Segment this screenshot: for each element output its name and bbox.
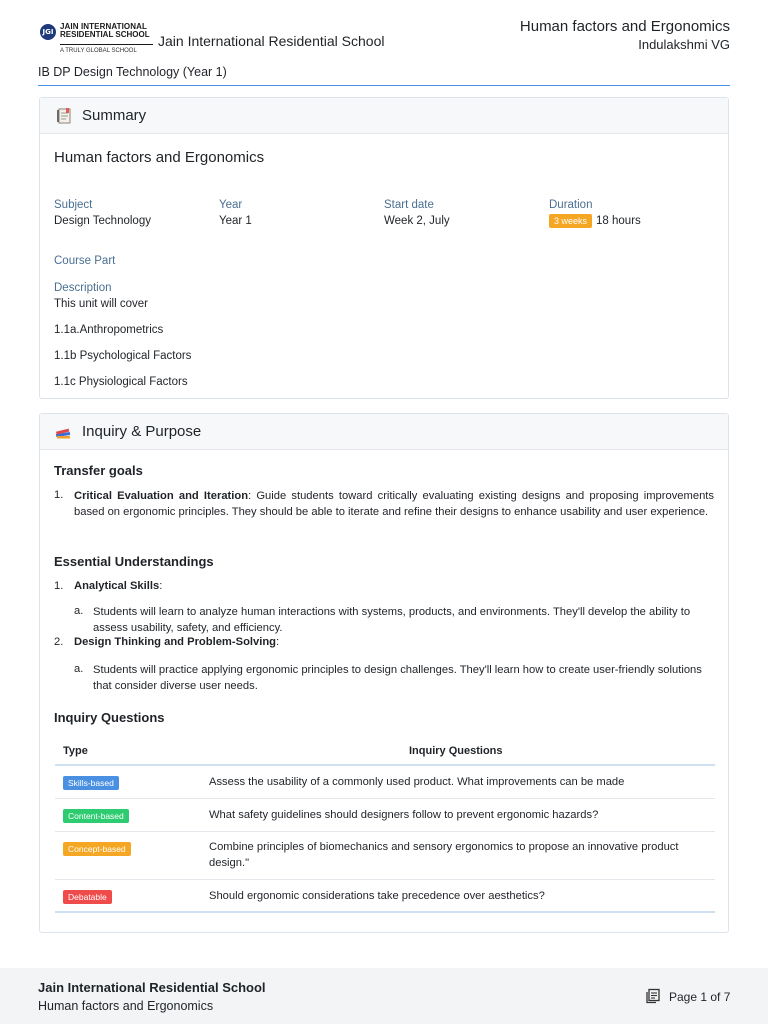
type-tag-content: Content-based bbox=[63, 809, 129, 823]
inquiry-card bbox=[39, 413, 729, 933]
summary-card bbox=[39, 97, 729, 399]
inquiry-heading: Inquiry & Purpose bbox=[82, 423, 202, 440]
page-indicator: Page 1 of 7 bbox=[669, 990, 731, 1004]
understanding-sub-number: a. bbox=[74, 663, 84, 675]
subject-label: Subject bbox=[54, 199, 93, 211]
description-line: 1.1a.Anthropometrics bbox=[54, 324, 164, 336]
understanding-suffix: : bbox=[159, 580, 163, 592]
transfer-goals-heading: Transfer goals bbox=[54, 463, 143, 478]
logo-divider bbox=[60, 44, 153, 45]
description-line: 1.1c Physiological Factors bbox=[54, 376, 188, 388]
understanding-title: Analytical Skills bbox=[74, 580, 160, 592]
summary-heading: Summary bbox=[82, 107, 147, 124]
duration-weeks-badge: 3 weeks bbox=[549, 214, 592, 228]
type-tag-skills: Skills-based bbox=[63, 776, 119, 790]
start-date-label: Start date bbox=[384, 199, 434, 211]
transfer-goal-number: 1. bbox=[54, 489, 64, 501]
logo-line1: JAIN INTERNATIONAL bbox=[60, 22, 147, 31]
document-title: Human factors and Ergonomics bbox=[519, 18, 730, 35]
question-cell: Combine principles of biomechanics and sensory ergonomics to propose an innovative product design." bbox=[209, 841, 679, 869]
start-date-value: Week 2, July bbox=[384, 215, 450, 227]
understanding-title-line bbox=[74, 580, 162, 592]
page-header bbox=[38, 18, 730, 70]
pages-icon bbox=[645, 988, 661, 1004]
course-name: IB DP Design Technology (Year 1) bbox=[38, 65, 227, 79]
understanding-sub-text: Students will learn to analyze human interactions with systems, products, and environments. They'll develop the ability to assess usability, safety, and efficiency. bbox=[93, 606, 691, 634]
table-row bbox=[55, 880, 715, 913]
duration-label: Duration bbox=[549, 199, 593, 211]
understanding-title: Design Thinking and Problem-Solving bbox=[74, 636, 277, 648]
year-value: Year 1 bbox=[219, 215, 252, 227]
understanding-suffix: : bbox=[276, 636, 280, 648]
school-logo bbox=[38, 20, 158, 60]
author-name: Indulakshmi VG bbox=[638, 37, 730, 52]
questions-heading: Inquiry Questions bbox=[54, 710, 165, 725]
header-divider bbox=[38, 85, 730, 86]
transfer-goal-item bbox=[74, 488, 714, 520]
understandings-heading: Essential Understandings bbox=[54, 554, 214, 569]
transfer-goal-text: : Guide students toward critically evaluating existing designs and proposing improvements based on ergonomic principles. They should be able to iterate and refine their designs to enhance usability and user experience. bbox=[74, 490, 714, 518]
course-part-label: Course Part bbox=[54, 255, 116, 267]
description-line: 1.1b Psychological Factors bbox=[54, 350, 192, 362]
understanding-title-line bbox=[74, 636, 279, 648]
inquiry-questions-table bbox=[55, 736, 715, 913]
transfer-goal-title: Critical Evaluation and Iteration bbox=[74, 490, 249, 502]
question-cell: Assess the usability of a commonly used product. What improvements can be made bbox=[209, 776, 625, 788]
footer-school-name: Jain International Residential School bbox=[38, 980, 266, 995]
question-cell: Should ergonomic considerations take precedence over aesthetics? bbox=[209, 890, 545, 902]
inquiry-card-header bbox=[40, 414, 728, 450]
understanding-number: 1. bbox=[54, 580, 64, 592]
logo-line2: RESIDENTIAL SCHOOL bbox=[60, 30, 150, 39]
column-header-questions: Inquiry Questions bbox=[409, 745, 503, 757]
understanding-sub-text: Students will practice applying ergonomic principles to design challenges. They'll learn how to create user-friendly solutions that consider diverse user needs. bbox=[93, 664, 702, 692]
table-header-row bbox=[55, 736, 715, 766]
duration-hours: 18 hours bbox=[596, 215, 641, 228]
table-row bbox=[55, 832, 715, 880]
logo-mark: JGI bbox=[40, 24, 56, 40]
understanding-number: 2. bbox=[54, 636, 64, 648]
table-row bbox=[55, 799, 715, 832]
page-footer bbox=[0, 968, 768, 1024]
question-cell: What safety guidelines should designers follow to prevent ergonomic hazards? bbox=[209, 809, 599, 821]
description-label: Description bbox=[54, 282, 112, 294]
books-icon bbox=[54, 423, 72, 441]
notepad-icon bbox=[54, 107, 72, 125]
duration-value bbox=[549, 214, 641, 228]
description-line: This unit will cover bbox=[54, 298, 148, 310]
type-tag-debatable: Debatable bbox=[63, 890, 112, 904]
footer-document-title: Human factors and Ergonomics bbox=[38, 999, 214, 1013]
school-name: Jain International Residential School bbox=[158, 33, 385, 49]
column-header-type: Type bbox=[63, 745, 88, 757]
type-tag-concept: Concept-based bbox=[63, 842, 131, 856]
unit-title: Human factors and Ergonomics bbox=[54, 149, 265, 166]
year-label: Year bbox=[219, 199, 243, 211]
table-row bbox=[55, 766, 715, 799]
understanding-sub-number: a. bbox=[74, 605, 84, 617]
subject-value: Design Technology bbox=[54, 215, 151, 227]
summary-card-header bbox=[40, 98, 728, 134]
logo-tagline: A TRULY GLOBAL SCHOOL bbox=[60, 48, 137, 54]
